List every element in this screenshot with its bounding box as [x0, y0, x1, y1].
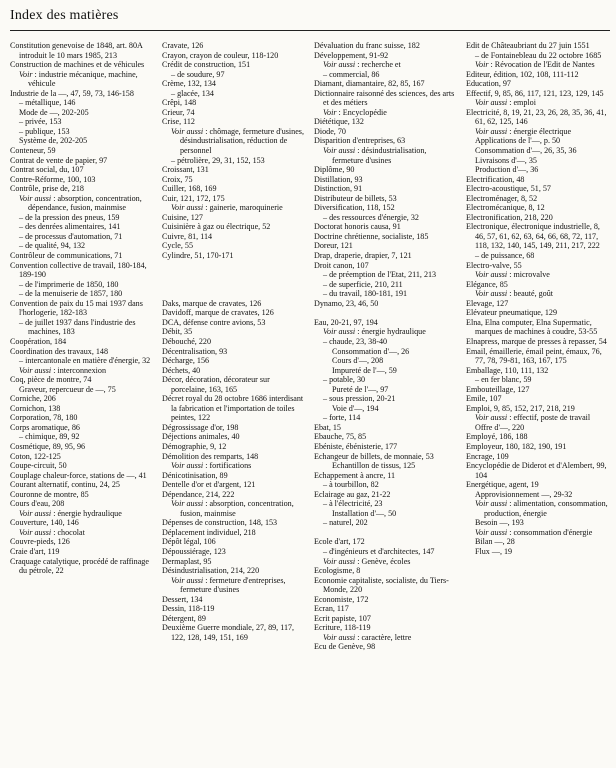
index-entry: Elégance, 85	[466, 279, 508, 289]
index-entry: Déplacement individuel, 218	[162, 527, 256, 537]
index-entry: Diversification, 118, 152	[314, 203, 395, 213]
index-entry: Dessert, 134	[162, 594, 203, 604]
index-subentry: Voir aussi : effectif, poste de travail	[475, 413, 591, 423]
index-entry: Décharge, 156	[162, 356, 210, 366]
index-entry: Corniche, 206	[10, 394, 56, 404]
index-entry: Craie d'art, 119	[10, 546, 60, 556]
index-subentry: – naturel, 202	[323, 518, 368, 528]
index-entry: Dessin, 118-119	[162, 604, 215, 614]
index-subentry: Voir aussi : microvalve	[475, 270, 550, 280]
index-entry: Doctrine chrétienne, socialiste, 185	[314, 231, 429, 241]
index-entry: Craquage catalytique, procédé de raffinage du pétrole, 22	[10, 556, 149, 576]
index-subentry: – de superficie, 210, 211	[323, 279, 403, 289]
index-subentry: – de soudure, 97	[171, 69, 225, 79]
index-entry: Coopération, 184	[10, 336, 67, 346]
index-entry: Crayon, crayon de couleur, 118-120	[162, 50, 279, 60]
index-entry: Cylindre, 51, 170-171	[162, 251, 234, 261]
index-entry: Dermaplast, 95	[162, 556, 212, 566]
index-entry: Débit, 35	[162, 327, 193, 337]
index-entry: Distillation, 93	[314, 174, 363, 184]
index-subentry: – de qualité, 94, 132	[19, 241, 86, 251]
index-subentry: Mode de —, 202-205	[19, 107, 89, 117]
index-entry: Cuivre, 81, 114	[162, 231, 213, 241]
index-spacer	[162, 261, 306, 271]
index-entry: Elna, Elna computer, Elna Supermatic, marques de machines à coudre, 53-55	[466, 317, 598, 337]
index-entry: Embouteillage, 127	[466, 384, 530, 394]
index-entry: Crieur, 74	[162, 107, 195, 117]
index-column-3	[314, 41, 458, 652]
index-entry: Dévaluation du franc suisse, 182	[314, 41, 420, 50]
index-subentry: Voir aussi : interconnexion	[19, 365, 107, 375]
index-subentry: – de processus d'automation, 71	[19, 231, 123, 241]
index-subentry: Système de, 202-205	[19, 136, 88, 146]
index-entry: Distinction, 91	[314, 184, 363, 194]
index-subentry: – pétrolière, 29, 31, 152, 153	[171, 155, 265, 165]
index-entry: Economie capitaliste, socialiste, du Tiers-Monde, 220	[314, 575, 449, 595]
index-entry: Diode, 70	[314, 126, 346, 136]
index-subentry: – privée, 153	[19, 117, 62, 127]
index-entry: Dénicotinisation, 89	[162, 470, 228, 480]
index-subentry: – de l'imprimerie de 1850, 180	[19, 279, 119, 289]
index-entry: Echangeur de billets, de monnaie, 53	[314, 451, 434, 461]
index-entry: Emploi, 9, 85, 152, 217, 218, 219	[466, 403, 575, 413]
index-entry: Coupe-circuit, 50	[10, 461, 67, 471]
index-subentry: Voir aussi : Genève, écoles	[323, 556, 411, 566]
index-entry: Crème, 132, 134	[162, 79, 216, 89]
index-subentry: Voie d'—, 194	[332, 403, 379, 413]
index-entry: Dynamo, 23, 46, 50	[314, 298, 379, 308]
index-subentry: Bilan —, 28	[475, 537, 515, 547]
index-entry: Cuisinière à gaz ou électrique, 52	[162, 222, 271, 232]
index-entry: Décor, décoration, décorateur sur porcelaine, 163, 165	[162, 375, 270, 394]
index-subentry: Consommation d'—, 26	[332, 346, 410, 356]
index-entry: Croissant, 131	[162, 165, 209, 175]
index-entry: Doctorat honoris causa, 91	[314, 222, 401, 232]
index-entry: Construction de machines et de véhicules	[10, 60, 145, 70]
index-subentry: Voir aussi : énergie hydraulique	[19, 508, 122, 518]
index-entry: Encyclopédie de Diderot et d'Alembert, 99, 104	[466, 461, 607, 480]
index-subentry: Voir : Révocation de l'Edit de Nantes	[475, 60, 595, 70]
index-entry: Contrôle, prise de, 218	[10, 184, 84, 194]
index-entry: Effectif, 9, 85, 86, 117, 121, 123, 129, 145	[466, 88, 604, 98]
index-column-1	[10, 41, 154, 652]
index-entry: Ecran, 117	[314, 604, 349, 614]
index-entry: Démographie, 9, 12	[162, 441, 227, 451]
index-subentry: – de préemption de l'Etat, 211, 213	[323, 270, 437, 280]
index-subentry: Applications de l'—, p. 50	[475, 136, 561, 146]
index-subentry: – d'ingénieurs et d'architectes, 147	[323, 546, 435, 556]
index-entry: Deuxième Guerre mondiale, 27, 89, 117, 122, 128, 149, 151, 169	[162, 623, 295, 642]
index-subentry: – à tourbillon, 82	[323, 480, 379, 490]
index-entry: Désindustrialisation, 214, 220	[162, 566, 260, 576]
index-subentry: Besoin —, 193	[475, 518, 524, 528]
index-entry: Electroménager, 8, 52	[466, 193, 538, 203]
index-entry: Dentelle d'or et d'argent, 121	[162, 480, 256, 490]
index-entry: Dépôt légal, 106	[162, 537, 216, 547]
index-entry: Elevage, 127	[466, 298, 509, 308]
index-subentry: Voir aussi : énergie électrique	[475, 126, 572, 136]
index-entry: Ecu de Genève, 98	[314, 642, 376, 652]
index-entry: Electricité, 8, 19, 21, 23, 26, 28, 35, 36, 41, 61, 62, 125, 146	[466, 107, 607, 127]
index-entry: Décentralisation, 93	[162, 346, 228, 356]
index-subentry: Livraisons d'—, 35	[475, 155, 537, 165]
index-subentry: – publique, 153	[19, 126, 70, 136]
index-entry: Dépendance, 214, 222	[162, 489, 235, 499]
index-entry: Ecriture, 118-119	[314, 623, 371, 633]
index-entry: Droit canon, 107	[314, 260, 369, 270]
index-entry: Ecole d'art, 172	[314, 537, 365, 547]
index-entry: Dégrossissage d'or, 198	[162, 422, 239, 432]
index-subentry: – des denrées alimentaires, 141	[19, 222, 121, 232]
index-entry: Ecologisme, 8	[314, 566, 361, 576]
index-subentry: – sous pression, 20-21	[323, 394, 396, 404]
index-entry: Constitution genevoise de 1848, art. 80A introduit le 10 mars 1985, 213	[10, 41, 143, 60]
index-entry: Couvre-pieds, 126	[10, 537, 70, 547]
index-entry: Crédit de construction, 151	[162, 60, 251, 70]
index-spacer	[162, 280, 306, 290]
index-entry: Crêpi, 148	[162, 98, 197, 108]
index-subentry: – du travail, 180-181, 191	[323, 289, 408, 299]
index-entry: Déchets, 40	[162, 365, 201, 375]
index-entry: Disparition d'entreprises, 63	[314, 136, 406, 146]
index-subentry: – forte, 114	[323, 413, 361, 423]
index-entry: Couronne de montre, 85	[10, 489, 89, 499]
index-subentry: Voir aussi : recherche et	[323, 60, 401, 70]
index-columns	[10, 41, 610, 652]
index-subentry: – de juillet 1937 dans l'industrie des machines, 183	[19, 317, 136, 337]
page-header	[10, 0, 610, 31]
index-entry: Diplôme, 90	[314, 165, 355, 175]
index-column-2	[162, 41, 306, 652]
index-entry: Corps aromatique, 86	[10, 422, 80, 432]
index-entry: Démolition des remparts, 148	[162, 451, 259, 461]
index-spacer	[162, 289, 306, 299]
index-subentry: – de Fontainebleau du 22 octobre 1685	[475, 50, 602, 60]
index-entry: Coq, pièce de montre, 74	[10, 375, 92, 385]
index-entry: Education, 97	[466, 79, 511, 89]
index-entry: Daks, marque de cravates, 126	[162, 298, 262, 308]
index-entry: Crise, 112	[162, 117, 195, 127]
index-subentry: Voir aussi : désindustrialisation, fermeture d'usines	[323, 146, 427, 165]
index-entry: Eclairage au gaz, 21-22	[314, 489, 391, 499]
index-subentry: Voir aussi : chômage, fermeture d'usines, désindustrialisation, réduction de personnel	[171, 126, 304, 156]
index-subentry: Voir aussi : énergie hydraulique	[323, 327, 426, 337]
index-entry: Courant alternatif, continu, 24, 25	[10, 480, 120, 490]
index-entry: Encrage, 109	[466, 451, 509, 461]
index-subentry: Cours d'—, 208	[332, 356, 384, 366]
index-column-4	[466, 41, 610, 652]
index-entry: Cours d'eau, 208	[10, 499, 65, 509]
index-entry: Employeur, 180, 182, 190, 191	[466, 441, 567, 451]
index-subentry: Voir aussi : chocolat	[19, 527, 85, 537]
index-entry: Conteneur, 59	[10, 146, 56, 156]
index-subentry: Voir aussi : gainerie, maroquinerie	[171, 203, 283, 213]
index-subentry: Voir aussi : absorption, concentration, fusion, mainmise	[171, 499, 294, 518]
index-entry: Cornichon, 138	[10, 403, 61, 413]
index-subentry: Offre d'—, 220	[475, 422, 525, 432]
index-subentry: Production d'—, 36	[475, 165, 539, 175]
index-entry: Elévateur pneumatique, 129	[466, 308, 558, 318]
index-entry: Diététique, 132	[314, 117, 364, 127]
index-entry: Electromécanique, 8, 12	[466, 203, 545, 213]
index-entry: Employé, 186, 188	[466, 432, 528, 442]
index-entry: Coordination des travaux, 148	[10, 346, 109, 356]
index-entry: Diamant, diamantaire, 82, 85, 167	[314, 79, 425, 89]
index-entry: Ebéniste, ébénisterie, 177	[314, 441, 398, 451]
index-entry: Cuir, 121, 172, 175	[162, 193, 225, 203]
index-subentry: Voir aussi : caractère, lettre	[323, 632, 412, 642]
index-entry: Electro-acoustique, 51, 57	[466, 184, 551, 194]
index-entry: Cosmétique, 89, 95, 96	[10, 441, 86, 451]
index-entry: Eau, 20-21, 97, 194	[314, 317, 378, 327]
index-entry: Ecrit papiste, 107	[314, 613, 371, 623]
index-entry: Coton, 122-125	[10, 451, 61, 461]
index-entry: Convention collective de travail, 180-184, 189-190	[10, 260, 147, 280]
page-title: Index des matières	[10, 8, 119, 23]
index-entry: Edit de Châteaubriant du 27 juin 1551	[466, 41, 590, 50]
index-entry: Développement, 91-92	[314, 50, 389, 60]
index-entry: Davidoff, marque de cravates, 126	[162, 308, 274, 318]
index-subentry: Voir aussi : alimentation, consommation, production, énergie	[475, 499, 608, 518]
index-subentry: Voir aussi : fermeture d'entreprises, fermeture d'usines	[171, 575, 286, 595]
index-subentry: Voir aussi : consommation d'énergie	[475, 527, 593, 537]
index-subentry: Voir : Encyclopédie	[323, 107, 387, 117]
index-entry: Cuiller, 168, 169	[162, 184, 217, 194]
index-entry: Economiste, 172	[314, 594, 369, 604]
index-entry: Déjections animales, 40	[162, 432, 240, 442]
index-entry: Emile, 107	[466, 394, 502, 404]
index-subentry: Voir : industrie mécanique, machine, véhicule	[19, 69, 138, 89]
index-subentry: – potable, 30	[323, 375, 366, 385]
index-entry: Echappement à ancre, 11	[314, 470, 396, 480]
index-entry: Corporation, 78, 180	[10, 413, 78, 423]
index-subentry: Pureté de l'—, 97	[332, 384, 389, 394]
index-entry: Electronification, 218, 220	[466, 212, 553, 222]
index-subentry: Impureté de l'—, 59	[332, 365, 397, 375]
index-subentry: – intercantonale en matière d'énergie, 32	[19, 356, 151, 366]
index-entry: Dépoussiérage, 123	[162, 546, 226, 556]
index-subentry: Voir aussi : beauté, goût	[475, 289, 554, 299]
index-entry: Cravate, 126	[162, 41, 204, 50]
index-entry: Convention de paix du 15 mai 1937 dans l'horlogerie, 182-183	[10, 298, 143, 318]
index-entry: Contre-Réforme, 100, 103	[10, 174, 96, 184]
index-spacer	[314, 528, 458, 538]
index-subentry: Consommation d'—, 26, 35, 36	[475, 146, 577, 156]
index-entry: Drap, draperie, drapier, 7, 121	[314, 251, 412, 261]
index-entry: Dépenses de construction, 148, 153	[162, 518, 278, 528]
index-spacer	[162, 270, 306, 280]
index-subentry: Voir aussi : absorption, concentration, dépendance, fusion, mainmise	[19, 193, 142, 213]
index-entry: Electro-valve, 55	[466, 260, 522, 270]
index-subentry: – chimique, 89, 92	[19, 432, 80, 442]
index-entry: Contrat social, du, 107	[10, 165, 84, 175]
index-entry: Couverture, 140, 146	[10, 518, 79, 528]
index-subentry: – à l'électricité, 23	[323, 499, 383, 509]
index-entry: Contrat de vente de papier, 97	[10, 155, 108, 165]
index-entry: Détergent, 89	[162, 613, 206, 623]
index-entry: Cuisine, 127	[162, 212, 203, 222]
index-subentry: Approvisionnement —, 29-32	[475, 489, 573, 499]
index-entry: Distributeur de billets, 53	[314, 193, 397, 203]
index-subentry: Installation d'—, 50	[332, 508, 397, 518]
index-entry: Ebauche, 75, 85	[314, 432, 367, 442]
index-subentry: – des ressources d'énergie, 32	[323, 212, 419, 222]
index-subentry: Echantillon de tissus, 125	[332, 461, 416, 471]
index-entry: Editeur, édition, 102, 108, 111-112	[466, 69, 579, 79]
index-subentry: Graveur, repercueur de —, 75	[19, 384, 116, 394]
index-entry: Contrôleur de communications, 71	[10, 251, 123, 261]
index-entry: Décret royal du 28 octobre 1686 interdisant la fabrication et l'importation de toiles peintes, 122	[162, 394, 304, 423]
index-entry: Doreur, 121	[314, 241, 353, 251]
index-entry: Industrie de la —, 47, 59, 73, 146-158	[10, 88, 134, 98]
index-entry: Cycle, 55	[162, 241, 194, 251]
index-subentry: Voir aussi : emploi	[475, 98, 536, 108]
index-entry: Electrification, 48	[466, 174, 525, 184]
index-subentry: – de la pression des pneus, 159	[19, 212, 120, 222]
index-subentry: – métallique, 146	[19, 98, 76, 108]
index-entry: Dictionnaire raisonné des sciences, des arts et des métiers	[314, 88, 455, 108]
index-subentry: – chaude, 23, 38-40	[323, 336, 388, 346]
index-subentry: Voir aussi : fortifications	[171, 461, 252, 471]
index-entry: Elnapress, marque de presses à repasser, 54	[466, 336, 607, 346]
index-entry: Emballage, 110, 111, 132	[466, 365, 549, 375]
index-entry: Email, émaillerie, émail peint, émaux, 76, 77, 78, 79-81, 163, 167, 175	[466, 346, 602, 366]
index-subentry: Flux —, 19	[475, 546, 513, 556]
index-subentry: – de puissance, 68	[475, 251, 535, 261]
index-entry: Croix, 75	[162, 174, 193, 184]
index-entry: Ebat, 15	[314, 422, 341, 432]
index-entry: DCA, défense contre avions, 53	[162, 317, 266, 327]
index-subentry: – glacée, 134	[171, 88, 214, 98]
index-entry: Débouché, 220	[162, 336, 211, 346]
index-entry: Energétique, agent, 19	[466, 480, 539, 490]
index-subentry: – commercial, 86	[323, 69, 380, 79]
index-entry: Electronique, électronique industrielle, 8, 46, 57, 61, 62, 63, 64, 66, 68, 72, 117, 118, 132, 140, 145, 149, 211, 217, 222	[466, 222, 600, 251]
index-spacer	[314, 308, 458, 318]
index-subentry: – en fer blanc, 59	[475, 375, 532, 385]
index-subentry: – de la menuiserie de 1857, 180	[19, 289, 123, 299]
index-entry: Couplage chaleur-force, stations de —, 41	[10, 470, 147, 480]
